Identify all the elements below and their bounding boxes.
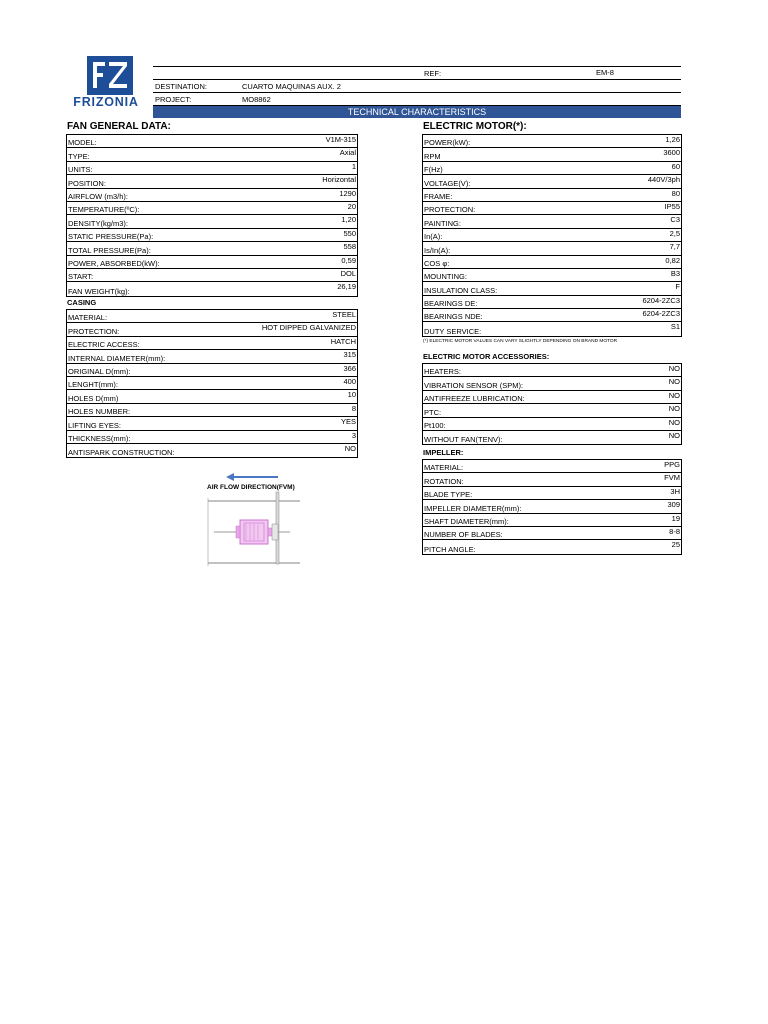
- row-value: NO: [668, 377, 680, 387]
- row-label: MATERIAL:: [424, 463, 464, 473]
- table-row: [423, 460, 681, 473]
- table-row: [423, 418, 681, 431]
- row-value: 10: [347, 390, 356, 400]
- row-value: 20: [347, 201, 356, 211]
- row-value: 309: [667, 500, 680, 510]
- table-row: [423, 148, 681, 161]
- table-row: [67, 162, 357, 175]
- table-row: [423, 135, 681, 148]
- destination-label: DESTINATION:: [155, 82, 207, 91]
- row-value: 3: [351, 430, 356, 440]
- table-row: [423, 473, 681, 486]
- accessories-title: ELECTRIC MOTOR ACCESSORIES:: [423, 352, 550, 361]
- row-value: 315: [343, 350, 356, 360]
- row-label: INSULATION CLASS:: [424, 285, 498, 295]
- frizonia-logo: [58, 56, 153, 108]
- row-label: PAINTING:: [424, 218, 461, 228]
- row-value: B3: [670, 268, 680, 278]
- row-value: 6204-2ZC3: [642, 309, 680, 319]
- row-label: POWER(kW):: [424, 138, 471, 148]
- table-row: [423, 322, 681, 335]
- table-row: [67, 135, 357, 148]
- fan-general-table: [66, 134, 358, 297]
- casing-title: CASING: [67, 298, 97, 307]
- fan-general-title: FAN GENERAL DATA:: [67, 121, 171, 132]
- impeller-table: [422, 459, 682, 555]
- row-value: HATCH: [330, 336, 356, 346]
- row-value: 366: [343, 363, 356, 373]
- row-value: NO: [668, 430, 680, 440]
- table-row: [67, 242, 357, 255]
- row-value: 60: [671, 161, 680, 171]
- table-row: [67, 189, 357, 202]
- row-value: 3H: [670, 486, 680, 496]
- row-label: DENSITY(kg/m3):: [68, 218, 129, 228]
- table-row: [67, 175, 357, 188]
- table-row: [67, 390, 357, 403]
- table-row: [423, 431, 681, 444]
- destination-value: CUARTO MAQUINAS AUX. 2: [242, 82, 341, 91]
- row-label: RPM: [424, 151, 441, 161]
- row-label: COS φ:: [424, 258, 450, 268]
- table-row: [423, 500, 681, 513]
- table-row: [67, 337, 357, 350]
- row-label: F(Hz): [424, 165, 443, 175]
- row-value: 80: [671, 188, 680, 198]
- row-label: POWER, ABSORBED(kW):: [68, 258, 160, 268]
- row-value: 1,20: [341, 215, 356, 225]
- row-value: 400: [343, 376, 356, 386]
- row-label: INTERNAL DIAMETER(mm):: [68, 353, 166, 363]
- table-row: [67, 256, 357, 269]
- row-value: 1,26: [665, 135, 680, 144]
- row-value: 3600: [663, 148, 680, 158]
- table-row: [67, 323, 357, 336]
- table-row: [423, 404, 681, 417]
- row-label: SHAFT DIAMETER(mm):: [424, 516, 509, 526]
- row-label: ANTIFREEZE LUBRICATION:: [424, 394, 525, 404]
- row-label: TOTAL PRESSURE(Pa):: [68, 245, 151, 255]
- row-value: 440V/3ph: [647, 175, 680, 185]
- table-row: [423, 487, 681, 500]
- row-label: PROTECTION:: [68, 326, 120, 336]
- table-row: [423, 189, 681, 202]
- row-label: MODEL:: [68, 138, 97, 148]
- table-row: [67, 202, 357, 215]
- table-row: [67, 364, 357, 377]
- row-label: NUMBER OF BLADES:: [424, 530, 503, 540]
- table-row: [423, 269, 681, 282]
- row-label: TYPE:: [68, 151, 90, 161]
- table-row: [423, 202, 681, 215]
- table-row: [67, 444, 357, 457]
- row-label: TEMPERATURE(ºC):: [68, 205, 140, 215]
- brand-name: FRIZONIA: [73, 95, 139, 108]
- row-value: 8: [351, 403, 356, 413]
- row-label: STATIC PRESSURE(Pa):: [68, 232, 154, 242]
- table-row: [423, 175, 681, 188]
- table-row: [67, 377, 357, 390]
- table-row: [423, 514, 681, 527]
- row-label: MATERIAL:: [68, 313, 108, 323]
- row-label: MOUNTING:: [424, 272, 467, 282]
- row-value: 558: [343, 242, 356, 252]
- row-value: FVM: [664, 473, 680, 483]
- row-value: F: [675, 282, 680, 292]
- table-row: [423, 377, 681, 390]
- row-value: 26,19: [337, 282, 356, 292]
- row-value: S1: [670, 322, 680, 332]
- row-label: THICKNESS(mm):: [68, 433, 131, 443]
- table-row: [423, 215, 681, 228]
- row-value: NO: [668, 404, 680, 414]
- table-row: [423, 296, 681, 309]
- table-row: [423, 162, 681, 175]
- row-value: PPG: [664, 460, 680, 469]
- table-row: [67, 215, 357, 228]
- row-label: Is/In(A):: [424, 245, 451, 255]
- airflow-arrow-head: [226, 473, 234, 481]
- table-row: [423, 527, 681, 540]
- row-label: ROTATION:: [424, 476, 464, 486]
- table-row: [423, 309, 681, 322]
- row-label: BEARINGS DE:: [424, 299, 478, 309]
- row-value: 6204-2ZC3: [642, 295, 680, 305]
- table-row: [67, 269, 357, 282]
- table-row: [423, 256, 681, 269]
- electric-motor-title: ELECTRIC MOTOR(*):: [423, 121, 527, 132]
- casing-table: [66, 309, 358, 458]
- row-label: VIBRATION SENSOR (SPM):: [424, 380, 524, 390]
- project-value: MO8862: [242, 95, 271, 104]
- table-row: [67, 148, 357, 161]
- table-row: [67, 404, 357, 417]
- airflow-direction-label: AIR FLOW DIRECTION(FVM): [207, 484, 295, 491]
- row-value: 7,7: [669, 242, 680, 252]
- ref-value: EM-8: [596, 68, 614, 77]
- row-label: START:: [68, 272, 94, 282]
- motor-values-note: (*) ELECTRIC MOTOR VALUES CAN VARY SLIGHTLY DEPENDING ON BRAND MOTOR: [423, 339, 618, 344]
- row-value: 550: [343, 228, 356, 238]
- row-label: LIFTING EYES:: [68, 420, 121, 430]
- ref-label: REF:: [424, 69, 442, 78]
- table-row: [67, 417, 357, 430]
- row-value: 25: [671, 540, 680, 550]
- row-label: LENGHT(mm):: [68, 380, 118, 390]
- row-label: PTC:: [424, 407, 442, 417]
- row-label: ELECTRIC ACCESS:: [68, 340, 140, 350]
- row-label: ANTISPARK CONSTRUCTION:: [68, 448, 175, 458]
- project-label: PROJECT:: [155, 95, 192, 104]
- row-value: NO: [344, 443, 356, 453]
- technical-characteristics-bar: TECHNICAL CHARACTERISTICS: [153, 106, 681, 118]
- row-value: 2,5: [669, 228, 680, 238]
- row-label: AIRFLOW (m3/h):: [68, 191, 129, 201]
- impeller-title: IMPELLER:: [423, 448, 464, 457]
- row-label: FRAME:: [424, 191, 453, 201]
- table-row: [423, 282, 681, 295]
- row-value: STEEL: [332, 310, 356, 319]
- header-top-rule: [153, 66, 681, 67]
- row-value: NO: [668, 417, 680, 427]
- table-row: [423, 242, 681, 255]
- table-row: [67, 229, 357, 242]
- row-value: C3: [670, 215, 680, 225]
- row-value: V1M-315: [325, 135, 356, 144]
- table-row: [67, 310, 357, 323]
- accessories-table: [422, 363, 682, 445]
- row-label: VOLTAGE(V):: [424, 178, 471, 188]
- row-value: 0,82: [665, 255, 680, 265]
- row-value: 1290: [339, 188, 356, 198]
- row-label: BEARINGS NDE:: [424, 312, 483, 322]
- row-label: IMPELLER DIAMETER(mm):: [424, 503, 522, 513]
- header-rule-1: [153, 79, 681, 80]
- row-value: DOL: [340, 268, 356, 278]
- table-row: [423, 391, 681, 404]
- row-label: WITHOUT FAN(TENV):: [424, 435, 503, 445]
- header-rule-2: [153, 92, 681, 93]
- row-label: DUTY SERVICE:: [424, 326, 482, 336]
- row-value: Horizontal: [322, 175, 356, 185]
- row-label: HEATERS:: [424, 367, 461, 377]
- row-value: IP55: [664, 201, 680, 211]
- table-row: [67, 282, 357, 295]
- row-value: NO: [668, 364, 680, 373]
- row-label: ORIGINAL D(mm):: [68, 366, 131, 376]
- row-value: 1: [351, 161, 356, 171]
- row-label: HOLES NUMBER:: [68, 407, 131, 417]
- table-row: [67, 350, 357, 363]
- table-row: [67, 431, 357, 444]
- row-label: FAN WEIGHT(kg):: [68, 286, 130, 296]
- row-value: YES: [340, 417, 356, 427]
- row-value: Axial: [339, 148, 356, 158]
- row-label: POSITION:: [68, 178, 106, 188]
- row-label: UNITS:: [68, 165, 93, 175]
- row-label: Pt100:: [424, 420, 446, 430]
- row-value: HOT DIPPED GALVANIZED: [261, 323, 356, 333]
- row-label: PROTECTION:: [424, 205, 476, 215]
- table-row: [423, 540, 681, 553]
- row-value: NO: [668, 390, 680, 400]
- row-label: BLADE TYPE:: [424, 490, 473, 500]
- row-value: 8-8: [669, 526, 680, 536]
- row-value: 0,59: [341, 255, 356, 265]
- table-row: [423, 229, 681, 242]
- table-row: [423, 364, 681, 377]
- row-label: In(A):: [424, 232, 443, 242]
- row-value: 19: [671, 513, 680, 523]
- row-label: HOLES D(mm): [68, 393, 119, 403]
- electric-motor-table: [422, 134, 682, 337]
- row-label: PITCH ANGLE:: [424, 544, 476, 554]
